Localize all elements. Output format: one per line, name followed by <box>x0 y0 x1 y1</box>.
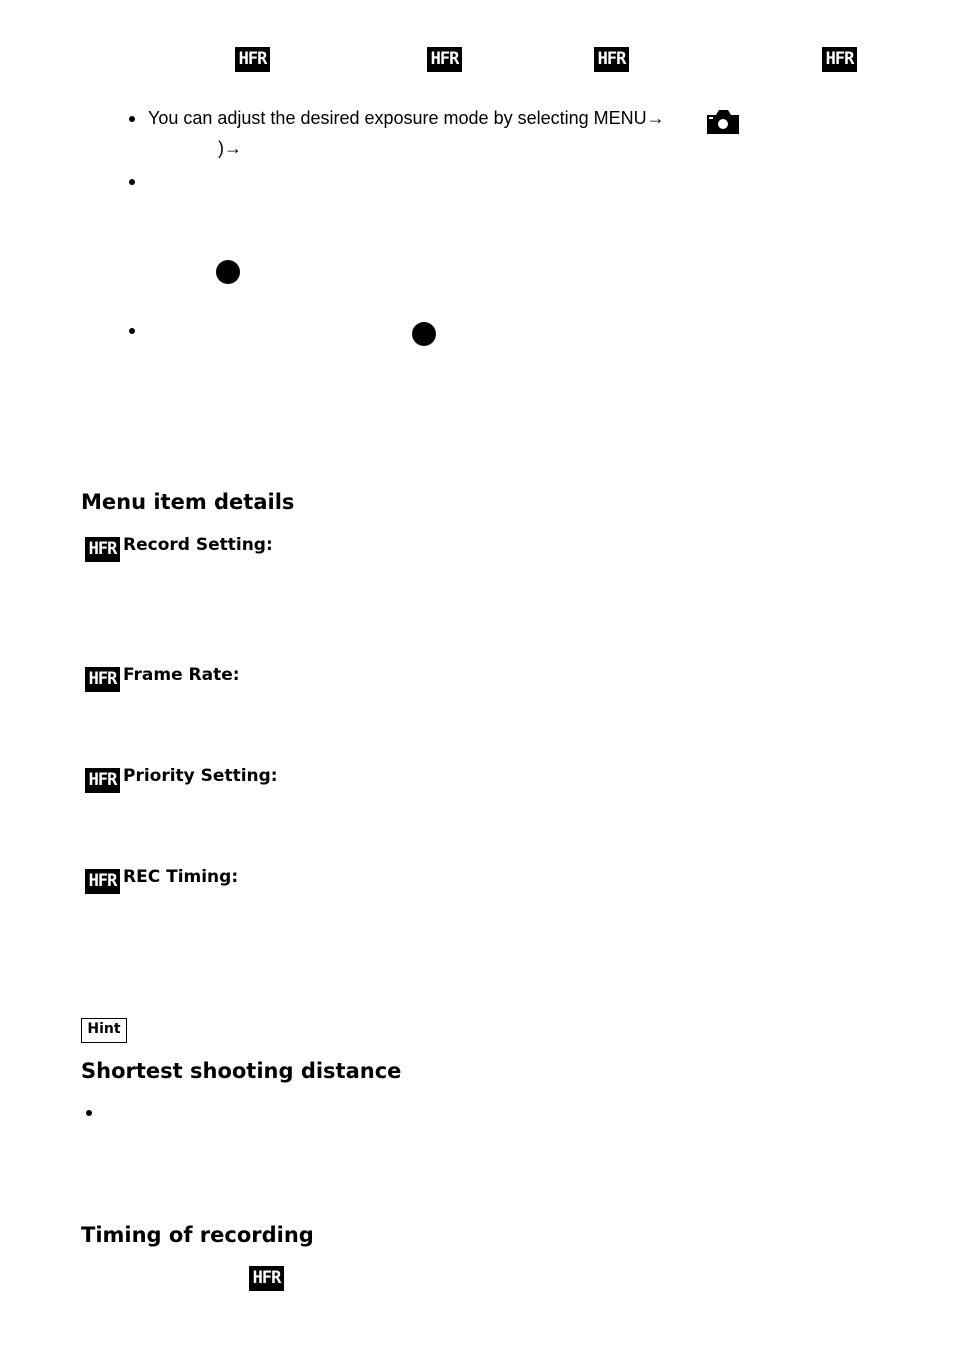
hfr-icon: HFR <box>85 869 120 894</box>
bullet-point <box>129 179 135 185</box>
section-heading-menu-item-details: Menu item details <box>81 490 295 514</box>
hfr-icon: HFR <box>85 537 120 562</box>
item-title-priority-setting: Priority Setting: <box>123 766 278 786</box>
item-title-rec-timing: REC Timing: <box>123 867 239 887</box>
bullet-point <box>129 328 135 334</box>
record-button-icon <box>216 260 240 284</box>
item-title-frame-rate: Frame Rate: <box>123 665 240 685</box>
hfr-icon: HFR <box>427 47 462 72</box>
exposure-note-line2: )→ <box>218 138 242 158</box>
hint-badge: Hint <box>81 1018 127 1043</box>
exposure-note-line1: You can adjust the desired exposure mode by selecting MENU→ <box>148 108 665 128</box>
bullet-point <box>86 1110 92 1116</box>
hfr-icon: HFR <box>249 1266 284 1291</box>
record-button-icon <box>412 322 436 346</box>
bullet-point <box>129 116 135 122</box>
section-heading-timing-of-recording: Timing of recording <box>81 1223 314 1247</box>
camera-icon <box>707 110 739 134</box>
hfr-icon: HFR <box>85 667 120 692</box>
hfr-icon: HFR <box>85 768 120 793</box>
hfr-icon: HFR <box>822 47 857 72</box>
hfr-icon: HFR <box>594 47 629 72</box>
item-title-record-setting: Record Setting: <box>123 535 273 555</box>
hfr-icon: HFR <box>235 47 270 72</box>
section-heading-shortest-shooting-distance: Shortest shooting distance <box>81 1059 402 1083</box>
